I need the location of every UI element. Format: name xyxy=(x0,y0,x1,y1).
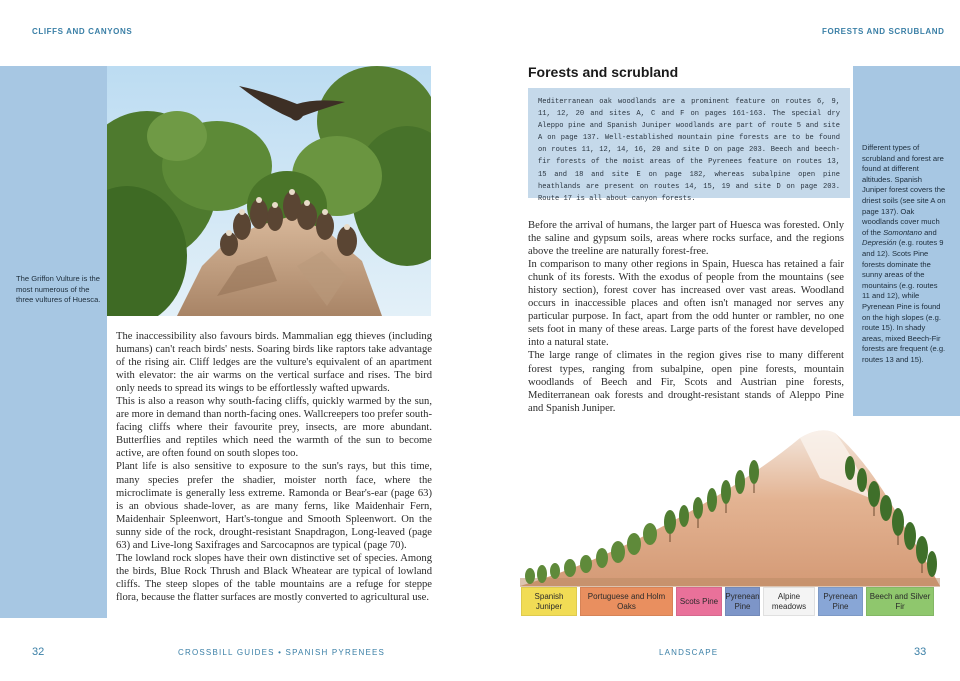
side-note-term: Somontano xyxy=(883,227,922,237)
zone-pyrenean-pine-left xyxy=(725,587,760,616)
zone-label: Spanish Juniper xyxy=(534,591,564,611)
zone-scots-pine xyxy=(676,587,722,616)
side-note-text: Different types of scrubland and forest are found at different altitudes. Spanish Juniper forest covers the driest soils (see site A on page 137). Oak woodlands cover much of the xyxy=(862,143,946,237)
zone-pyrenean-pine-right xyxy=(818,587,863,616)
left-paragraph: The lowland rock slopes have their own distinctive set of species. Among the birds, Blue Rock Thrush and Black Wheatear are typical of lowland cliffs. The steep slopes of the table mountains are a refuge for steppe flora, because the flatter surfaces are mostly converted to agricultural use. xyxy=(116,552,432,603)
right-paragraph: In comparison to many other regions in Spain, Huesca has retained a fair chunk of its forests. With the exodus of people from the mountains (see history section), forest cover has increased over vast areas. Woodland occurs in inaccessible places and often isn't managed nor serves any particular purpose. In fact, apart from the odd hunter or rambler, no one sets foot in many of these areas. Large parts of the forest have developed into a natural state. xyxy=(528,259,844,349)
zone-beech-fir xyxy=(866,587,934,616)
side-note-text: and xyxy=(921,227,937,237)
left-running-head: CLIFFS AND CANYONS xyxy=(32,27,133,36)
right-paragraph: The large range of climates in the region gives rise to many different forest types, ranging from subalpine, open pine forests, mountain woodlands of Beech and Fir, Scots and Austrian pine forests, Mediterranean oak forests and drought-resistant stands of Aleppo Pine and Spanish Juniper. xyxy=(528,350,844,414)
side-note-term: Depresión xyxy=(862,238,897,248)
side-note-text: (e.g. routes 9 and 12). Scots Pine forests dominate the sunny areas of the mountains (e.g. routes 11 and 12), while Pyrenean Pine is found on the high slopes (e.g. route 15). In shady areas, mixed Beech-Fir forests are frequent (e.g. routes 13 and 15). xyxy=(862,238,946,364)
right-running-head: FORESTS AND SCRUBLAND xyxy=(822,27,945,36)
left-paragraph: The inaccessibility also favours birds. Mammalian egg thieves (including humans) can't reach birds' nests. Soaring birds like raptors take advantage of the rising air. Cliff ledges are the vulture's equivalent of an apartment with elevator: the air warms on the vertical surface and rises. The bird only needs to spread its wings to be effortlessly wafted upwards. xyxy=(116,331,432,395)
left-caption-band xyxy=(0,66,107,618)
route-info-text: Mediterranean oak woodlands are a prominent feature on routes 6, 9, 11, 12, 20 and sites A, C and F on pages 161-163. The special dry Aleppo pine and Spanish Juniper woodlands are part of route 5 and site A on page 137. Well-established mountain pine forests are to be found on routes 11, 12, 14, 16, 20 and site D on page 203. Beech and beech-fir forests of the moist areas of the Pyrenees feature on routes 13, 15 and 18 and site E on page 182, whereas subalpine open pine heathlands are present on routes 14, 15, 19 and site D on page 203. Route 17 is all about canyon forests. xyxy=(538,98,840,203)
right-page-number: 33 xyxy=(914,646,927,658)
zone-label: Pyrenean Pine xyxy=(823,591,858,611)
route-info-box xyxy=(528,88,850,203)
left-paragraph: This is also a reason why south-facing cliffs, quickly warmed by the sun, are more in demand than north-facing ones. Wallcreepers too prefer south-facing cliffs where their favourite prey, insects, are more abundant. Butterflies and reptiles which need the warmth of the sun to become active, are often found on south slopes too. xyxy=(116,396,432,460)
griffon-vulture-photo xyxy=(107,66,431,316)
right-paragraph: Before the arrival of humans, the larger part of Huesca was forested. Only the saline and gypsum soils, areas where rocks surface, and the regions above the treeline are naturally forest-free. xyxy=(528,220,844,258)
zone-label: Scots Pine xyxy=(679,596,719,606)
section-title: Forests and scrubland xyxy=(528,64,679,80)
zone-label: Alpine meadows xyxy=(771,591,807,611)
right-footer: LANDSCAPE xyxy=(659,648,719,657)
zone-label: Pyrenean Pine xyxy=(725,591,760,611)
left-page-number: 32 xyxy=(32,646,45,658)
zone-alpine-meadows xyxy=(763,587,815,616)
zone-spanish-juniper xyxy=(521,587,577,616)
photo-caption: The Griffon Vulture is the most numerous of the three vultures of Huesca. xyxy=(16,274,101,305)
zone-oaks xyxy=(580,587,673,616)
left-paragraph: Plant life is also sensitive to exposure to the sun's rays, but this time, many species prefer the shadier, moister north face, where the microclimate is generally less extreme. Ramonda or Bear's-ear (page 63) is an obvious shade-lover, as are many ferns, like Maidenhair Fern, Maidenhair Spleenwort, Hart's-tongue and Smooth Spleenwort. On the sunny side of the rock, drought-resistant Snapdragon, Long-leaved (page 63) and Live-long Saxifrages and Sarcocapnos are typical (page 70). xyxy=(116,461,432,551)
side-note xyxy=(862,143,946,365)
zone-label: Portuguese and Holm Oaks xyxy=(587,591,666,611)
left-footer: CROSSBILL GUIDES • SPANISH PYRENEES xyxy=(178,648,386,657)
zone-label: Beech and Silver Fir xyxy=(869,591,931,611)
left-body-text xyxy=(116,330,432,604)
right-body-text xyxy=(528,219,844,415)
vulture-photo-illustration xyxy=(107,66,431,316)
